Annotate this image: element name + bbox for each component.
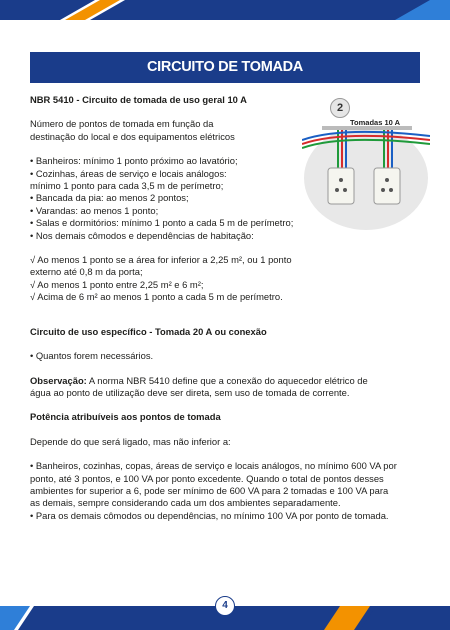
section1-bullet: • Banheiros: mínimo 1 ponto próximo ao lavatório; bbox=[30, 155, 238, 167]
section1-heading: NBR 5410 - Circuito de tomada de uso geral 10 A bbox=[30, 94, 247, 105]
section1-check: √ Ao menos 1 ponto entre 2,25 m² e 6 m²; bbox=[30, 278, 204, 290]
section3-heading: Potência atribuíveis aos pontos de tomada bbox=[30, 411, 221, 423]
section1-bullet: • Salas e dormitórios: mínimo 1 ponto a cada 5 m de perímetro; bbox=[30, 217, 294, 229]
section1-bullet: • Nos demais cômodos e dependências de habitação: bbox=[30, 229, 254, 241]
section3-intro: Depende do que será ligado, mas não inferior a: bbox=[30, 435, 231, 447]
section1-bullet: • Varandas: ao menos 1 ponto; bbox=[30, 204, 159, 216]
section1-intro-line: destinação do local e dos equipamentos elétricos bbox=[30, 130, 235, 142]
top-decorative-stripes bbox=[0, 0, 450, 30]
page-title-banner: CIRCUITO DE TOMADA bbox=[30, 52, 420, 83]
illustration-label: Tomadas 10 A bbox=[350, 118, 401, 127]
observation-label: Observação: bbox=[30, 374, 87, 386]
section1-check: √ Acima de 6 m² ao menos 1 ponto a cada 5 m de perímetro. bbox=[30, 291, 283, 303]
section1-intro-line: Número de pontos de tomada em função da bbox=[30, 118, 214, 130]
observation-paragraph bbox=[30, 375, 422, 387]
observation-text: A norma NBR 5410 define que a conexão do aquecedor elétrico de bbox=[86, 374, 368, 386]
section3-line: • Banheiros, cozinhas, copas, áreas de serviço e locais análogos, no mínimo 600 VA por bbox=[30, 460, 397, 472]
section1-check: externo até 0,8 m da porta; bbox=[30, 266, 143, 278]
section3-line: ponto, até 3 pontos, e 100 VA por ponto excedente. Quando o total de pontos desses bbox=[30, 472, 384, 484]
section3-line: as demais, sempre considerando cada um dos ambientes separadamente. bbox=[30, 497, 341, 509]
page-number-badge: 4 bbox=[215, 596, 235, 616]
section2-heading: Circuito de uso específico - Tomada 20 A ou conexão bbox=[30, 325, 267, 337]
section3-line: ambientes for superior a 6, pode ser mínimo de 600 VA para 2 tomadas e 100 VA para bbox=[30, 484, 389, 496]
illustration-number-badge: 2 bbox=[330, 98, 350, 118]
section1-bullet: mínimo 1 ponto para cada 3,5 m de perímetro; bbox=[30, 180, 224, 192]
section1-check: √ Ao menos 1 ponto se a área for inferior a 2,25 m², ou 1 ponto bbox=[30, 254, 292, 266]
section1-bullet: • Bancada da pia: ao menos 2 pontos; bbox=[30, 192, 189, 204]
section2-bullet: • Quantos forem necessários. bbox=[30, 350, 154, 362]
section3-line: • Para os demais cômodos ou dependências, no mínimo 100 VA por ponto de tomada. bbox=[30, 509, 389, 521]
section1-bullet: • Cozinhas, áreas de serviço e locais análogos: bbox=[30, 167, 227, 179]
main-content bbox=[30, 94, 422, 522]
observation-text-2: água ao ponto de utilização deve ser direta, sem uso de tomada de corrente. bbox=[30, 386, 350, 398]
